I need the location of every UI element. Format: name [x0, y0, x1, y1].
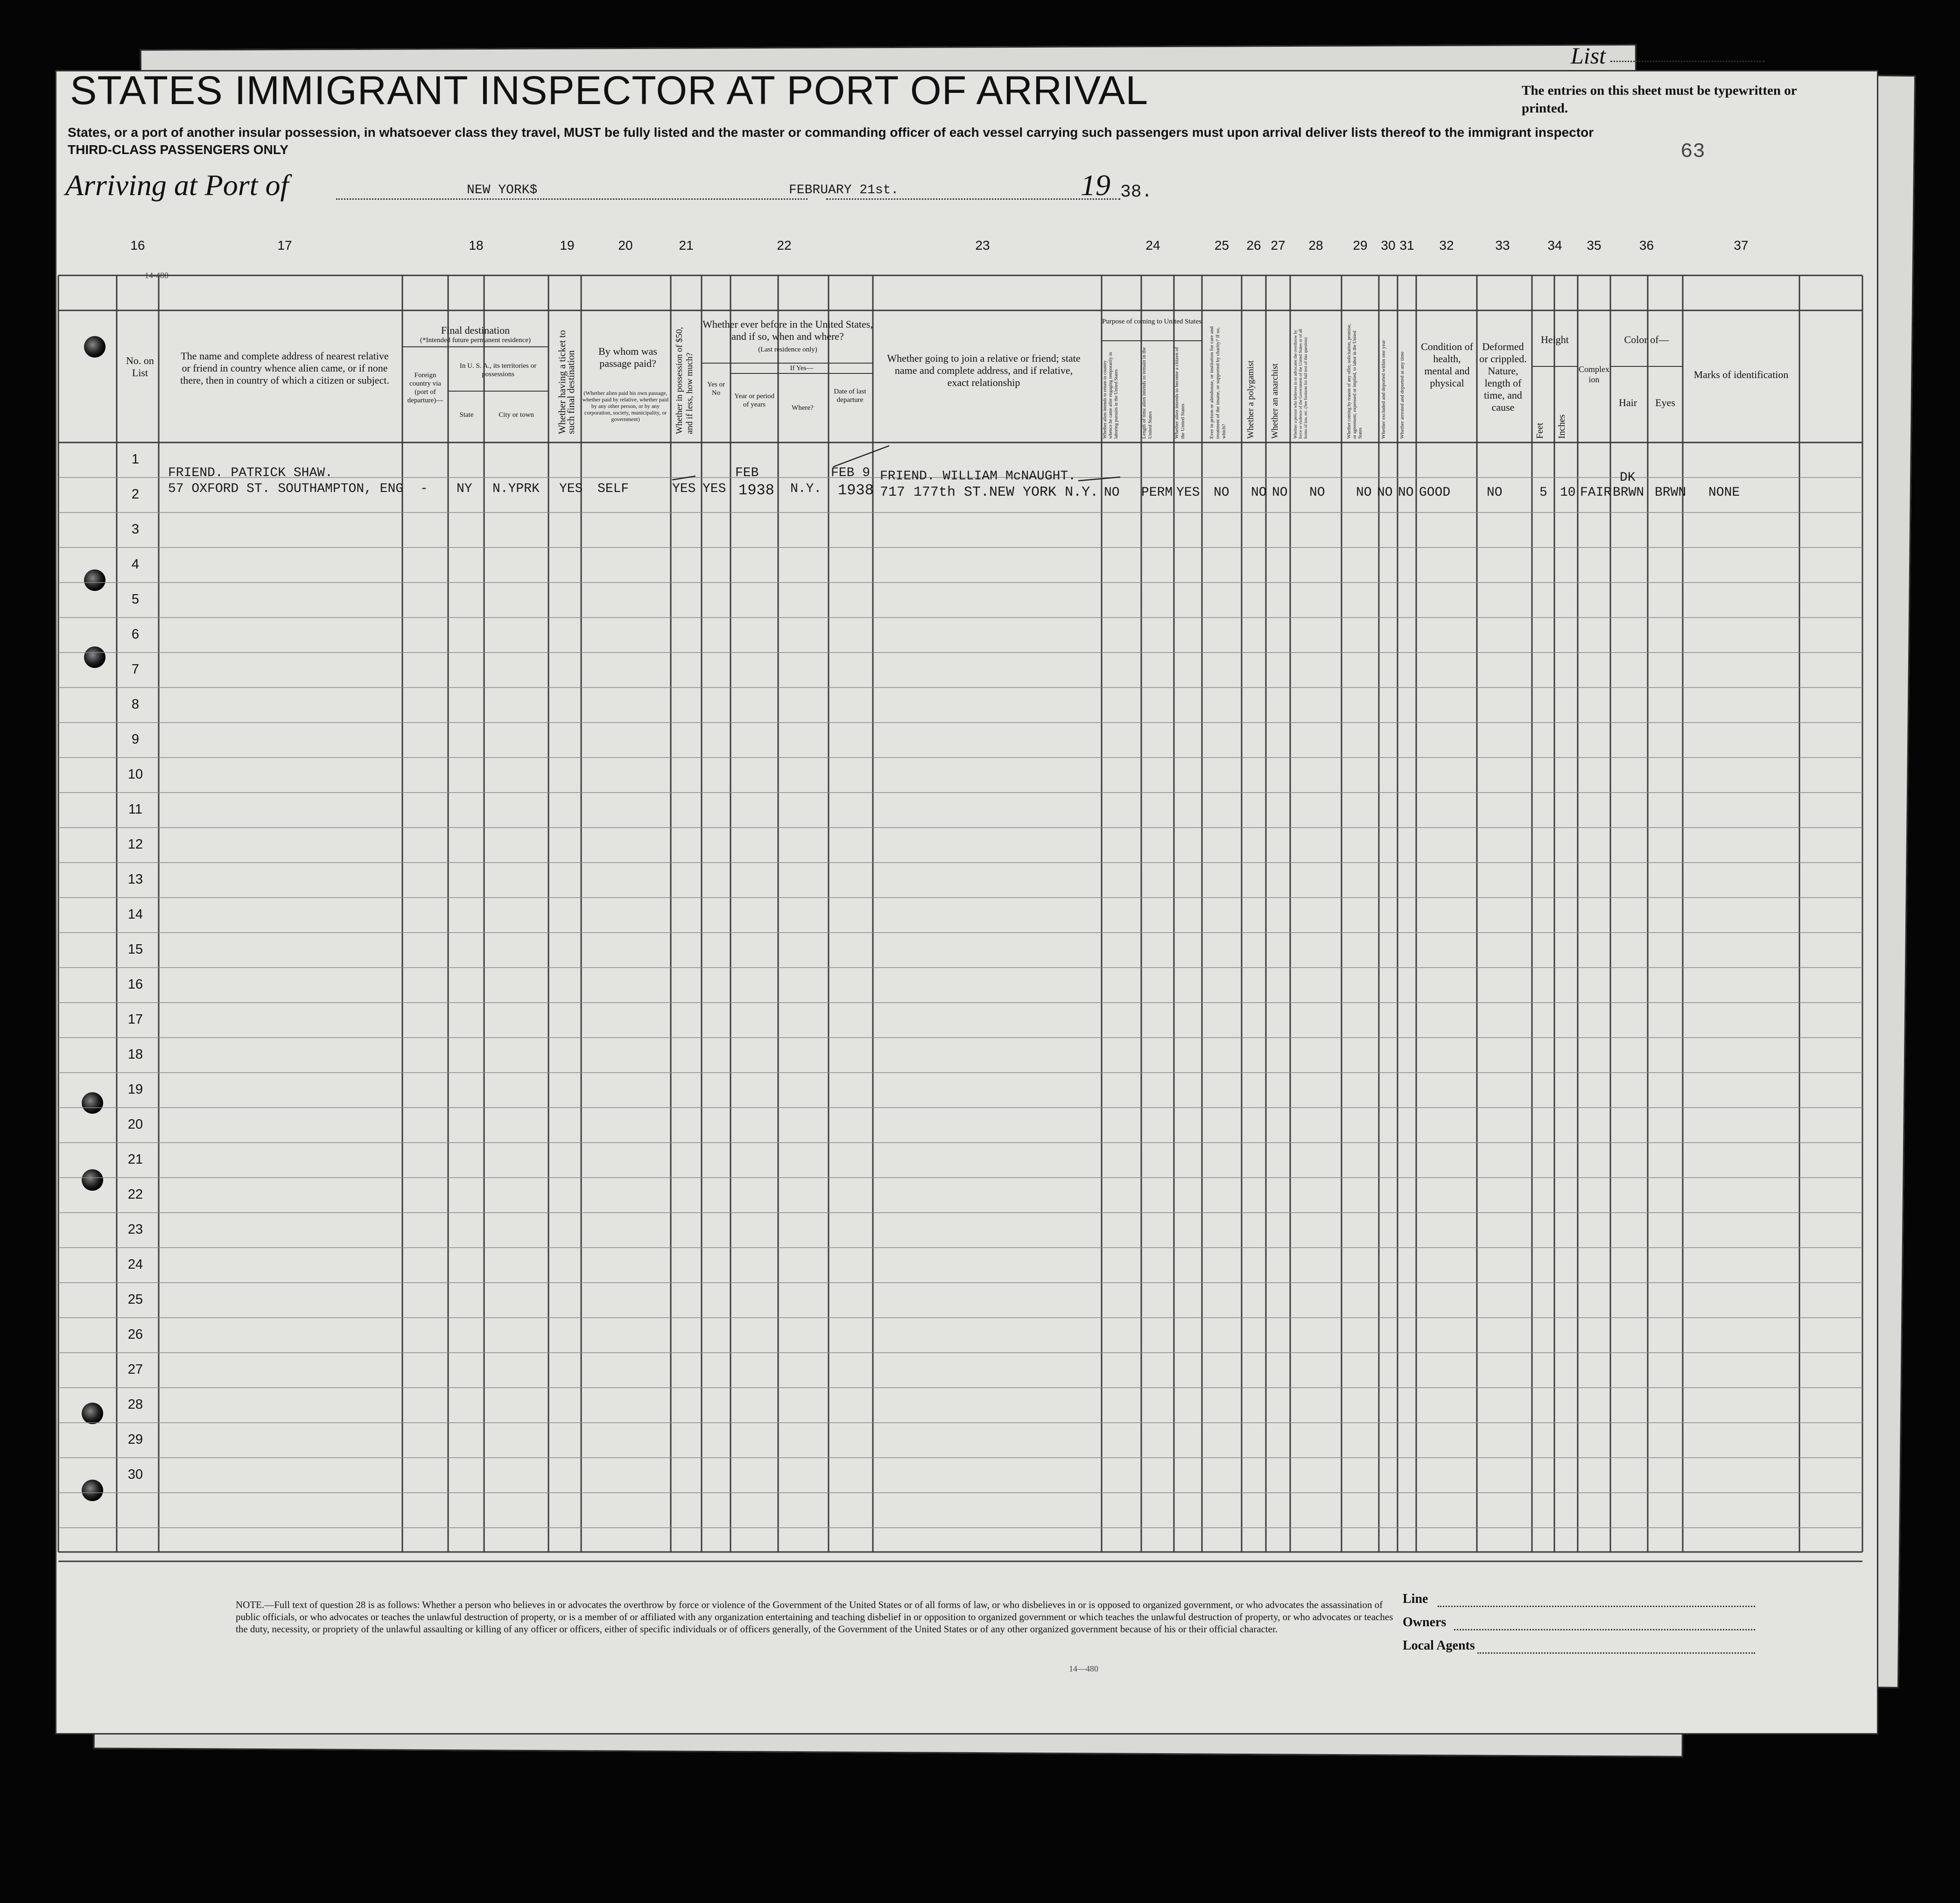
- col-num-28: 28: [1308, 238, 1323, 253]
- row-number: 13: [127, 872, 143, 887]
- col-num-30: 30: [1381, 238, 1396, 253]
- deformed-value: NO: [1487, 485, 1503, 500]
- row-number: 30: [127, 1467, 143, 1482]
- typewrite-note: The entries on this sheet must be typewritten or printed.: [1522, 83, 1797, 116]
- row-number: 6: [131, 627, 140, 642]
- header-prison: Ever in prison or almshouse, or institution for care and treatment of the insane, or supported by charity? If so, which?: [1209, 326, 1227, 439]
- header-eyes: Eyes: [1655, 397, 1675, 408]
- header-inches: Inches: [1557, 414, 1567, 439]
- overthrow-value: NO: [1309, 485, 1325, 500]
- inches-value: 10: [1560, 485, 1576, 500]
- local-agents-label: Local Agents: [1403, 1638, 1475, 1653]
- col-num-18: 18: [469, 238, 484, 253]
- row-number: 11: [128, 802, 143, 817]
- header-deformed: Deformed or crippled. Nature, length of time, and cause: [1479, 341, 1527, 413]
- port-value: NEW YORK$: [467, 183, 538, 197]
- row-number: 16: [127, 977, 143, 992]
- relative-address: 57 OXFORD ST. SOUTHAMPTON, ENG: [168, 482, 404, 496]
- header-state: State: [459, 411, 474, 419]
- local-agents-field: [1477, 1652, 1755, 1654]
- row-number: 4: [131, 557, 140, 572]
- header-purpose-citizen: Whether alien intends to become a citizen of the United States: [1174, 347, 1186, 439]
- header-year: Year or period of years: [734, 393, 774, 408]
- header-passage-paid: By whom was passage paid?: [598, 345, 657, 369]
- line-label: Line: [1403, 1592, 1428, 1606]
- health-value: GOOD: [1419, 485, 1451, 500]
- row-number: 3: [131, 522, 140, 537]
- state-value: NY: [457, 482, 472, 496]
- labor-offer-value: NO: [1356, 485, 1372, 500]
- header-date-departure: Date of last departure: [834, 388, 866, 404]
- header-final-destination: Final destination: [441, 324, 510, 336]
- header-fifty-dollars: Whether in possession of $50, and if less, how much?: [674, 327, 695, 434]
- col-num-20: 20: [618, 238, 633, 253]
- row-number: 7: [131, 662, 140, 677]
- row-number: 28: [127, 1397, 143, 1412]
- list-label: List: [1571, 42, 1606, 69]
- row-number: 25: [127, 1292, 143, 1307]
- row-number: 8: [131, 697, 140, 712]
- row-number: 5: [131, 592, 140, 607]
- ticket-value: YES: [559, 482, 583, 496]
- header-labor-offer: Whether coming by reason of any offer, solicitation, promise, or agreement, expressed or implied, to labor in the United States: [1347, 323, 1363, 439]
- complexion-value: FAIR: [1580, 485, 1612, 500]
- header-excluded: Whether excluded and deported within one year: [1381, 340, 1386, 439]
- form-title: STATES IMMIGRANT INSPECTOR AT PORT OF ARRIVAL: [70, 68, 1149, 113]
- row-number: 29: [127, 1432, 143, 1447]
- question-28-note: NOTE.—Full text of question 28 is as follows: Whether a person who believes in or advocates the overthrow by force or violence of the Government of the United States or of all forms of law, or who disbelieves in or is opposed to organized government, or who advocates the assassination of public officials, or who advocates or teaches the unlawful destruction of property, or is a member of or affiliated with any organization entertaining and teaching disbelief in or opposition to organized government or which teaches the unlawful destruction of property, or who advocates or teaches the duty, necessity, or propriety of the unlawful assaulting or killing of any officer or officers, either of specific individuals or of officers generally, of the Government of the United States or of any other organized government because of his or their official character.: [236, 1599, 1393, 1635]
- col-num-16: 16: [130, 238, 145, 253]
- polygamist-value: NO: [1251, 485, 1267, 500]
- col-num-21: 21: [679, 238, 694, 253]
- where-value: N.Y.: [790, 482, 822, 496]
- header-where: Where?: [792, 404, 814, 412]
- row-number: 23: [127, 1222, 143, 1237]
- date-value: FEBRUARY 21st.: [789, 183, 899, 197]
- form-subtitle: States, or a port of another insular possession, in whatsoever class they travel, MUST be fully listed and the master or commanding officer of each vessel carrying such passengers must upon arrival deliver lists thereof to the immigrant inspector: [68, 125, 1594, 140]
- col-num-29: 29: [1353, 238, 1368, 253]
- col-num-26: 26: [1246, 238, 1261, 253]
- col-num-34: 34: [1547, 238, 1562, 253]
- header-polygamist: Whether a polygamist: [1246, 360, 1256, 439]
- header-if-yes: If Yes—: [790, 365, 814, 372]
- header-color-of: Color of—: [1624, 334, 1669, 345]
- row-number: 22: [127, 1187, 143, 1202]
- header-in-usa: In U. S. A., its territories or possessions: [459, 362, 537, 378]
- header-complexion: Complexion: [1579, 365, 1609, 384]
- join-address: 717 177th ST.NEW YORK N.Y.: [880, 485, 1099, 500]
- col-num-19: 19: [560, 238, 575, 253]
- city-value: N.YPRK: [492, 482, 540, 496]
- row-number: 10: [127, 767, 143, 782]
- row-number: 17: [127, 1012, 143, 1027]
- header-purpose: Purpose of coming to United States: [1102, 318, 1201, 325]
- relative-name: FRIEND. PATRICK SHAW.: [168, 466, 333, 480]
- header-passage-paid-sub: (Whether alien paid his own passage, whether paid by relative, whether paid by any other person, or by any corporation, society, municipality, or government): [582, 390, 669, 422]
- header-foreign-country: Foreign country via (port of departure)—: [407, 372, 443, 404]
- row-number: 24: [127, 1257, 143, 1272]
- row-number: 2: [131, 487, 140, 502]
- row-number: 15: [127, 942, 143, 957]
- header-arrested: Whether arrested and deported at any time: [1399, 351, 1405, 439]
- header-health: Condition of health, mental and physical: [1421, 341, 1473, 389]
- header-height: Height: [1541, 334, 1569, 345]
- col-num-32: 32: [1439, 238, 1454, 253]
- row-number: 9: [131, 732, 140, 747]
- hair-line2: BRWN: [1613, 485, 1644, 500]
- line-field: [1438, 1606, 1755, 1607]
- anarchist-value: NO: [1272, 485, 1288, 500]
- row-number: 27: [127, 1362, 143, 1377]
- row-number: 12: [127, 837, 143, 852]
- join-name: FRIEND. WILLIAM McNAUGHT.: [880, 469, 1076, 484]
- eyes-value: BRWN: [1655, 485, 1686, 500]
- row-number: 19: [127, 1082, 143, 1097]
- feet-value: 5: [1539, 485, 1547, 500]
- col-num-33: 33: [1495, 238, 1510, 253]
- header-ticket: Whether having a ticket to such final destination: [556, 330, 576, 434]
- row-number: 26: [127, 1327, 143, 1342]
- marks-value: NONE: [1708, 485, 1740, 500]
- length-of-stay-value: PERM: [1141, 485, 1173, 500]
- hair-line1: DK: [1620, 470, 1636, 485]
- header-hair: Hair: [1618, 397, 1637, 408]
- header-going-to-join: Whether going to join a relative or friend; state name and complete address, and if relative, exact relationship: [887, 352, 1081, 388]
- header-before-in-us: Whether ever before in the United States, and if so, when and where?: [703, 318, 873, 342]
- col-num-36: 36: [1639, 238, 1654, 253]
- row-number: 1: [131, 452, 140, 467]
- passage-paid-value: SELF: [597, 482, 629, 496]
- col-num-31: 31: [1399, 238, 1414, 253]
- header-no-on-list: No. on List: [126, 355, 154, 379]
- col-num-23: 23: [975, 238, 990, 253]
- departure-line2: 1938: [838, 482, 874, 499]
- col-num-22: 22: [777, 238, 792, 253]
- foreign-country-value: -: [420, 482, 428, 496]
- header-marks: Marks of identification: [1693, 369, 1789, 380]
- citizen-value: YES: [1176, 485, 1200, 500]
- year-period-line1: FEB: [735, 466, 759, 480]
- departure-line1: FEB 9: [831, 466, 871, 480]
- year-period-line2: 1938: [738, 482, 774, 499]
- year-prefix: 19: [1081, 169, 1110, 202]
- row-number: 20: [127, 1117, 143, 1132]
- class-line: THIRD-CLASS PASSENGERS ONLY: [68, 142, 288, 157]
- money-value: YES: [672, 482, 696, 496]
- owners-field: [1454, 1629, 1755, 1630]
- header-anarchist: Whether an anarchist: [1270, 363, 1280, 439]
- sheet-number: 63: [1680, 140, 1705, 163]
- row-number: 18: [127, 1047, 143, 1062]
- form-code-top: 14-480: [145, 271, 169, 280]
- col-num-27: 27: [1271, 238, 1286, 253]
- header-nearest-relative: The name and complete address of nearest relative or friend in country whence alien came, or if none there, then in country of which a citizen or subject.: [180, 350, 389, 386]
- arrested-value: NO: [1398, 485, 1414, 500]
- prison-value: NO: [1214, 485, 1229, 500]
- col-num-37: 37: [1734, 238, 1749, 253]
- col-num-24: 24: [1145, 238, 1160, 253]
- header-yes-no: Yes or No: [707, 381, 725, 397]
- form-code-bottom: 14—480: [1069, 1664, 1098, 1673]
- return-value: NO: [1104, 485, 1120, 500]
- header-before-in-us-sub: (Last residence only): [758, 346, 817, 353]
- row-number: 21: [127, 1152, 143, 1167]
- header-feet: Feet: [1535, 422, 1545, 439]
- excluded-value: NO: [1377, 485, 1393, 500]
- col-num-25: 25: [1214, 238, 1229, 253]
- header-city: City or town: [499, 411, 534, 419]
- arriving-label: Arriving at Port of: [65, 169, 289, 202]
- header-purpose-length: Length of time alien intends to remain in the United States: [1141, 347, 1153, 439]
- header-final-destination-sub: (*Intended future permanent residence): [420, 337, 531, 344]
- col-num-17: 17: [277, 238, 292, 253]
- row-number: 14: [127, 907, 143, 922]
- year-value: 38.: [1120, 182, 1152, 202]
- header-overthrow: Whether a person who believes in or advocates the overthrow by force or violence of the Government of the United States or of all forms of law, etc. (See footnote for full text of this question): [1293, 329, 1308, 439]
- owners-label: Owners: [1403, 1615, 1447, 1629]
- before-us-value: YES: [703, 482, 726, 496]
- col-num-35: 35: [1587, 238, 1602, 253]
- header-purpose-return: Whether alien intends to return to country whence he came after engaging temporarily in laboring pursuits in the United States: [1103, 352, 1119, 439]
